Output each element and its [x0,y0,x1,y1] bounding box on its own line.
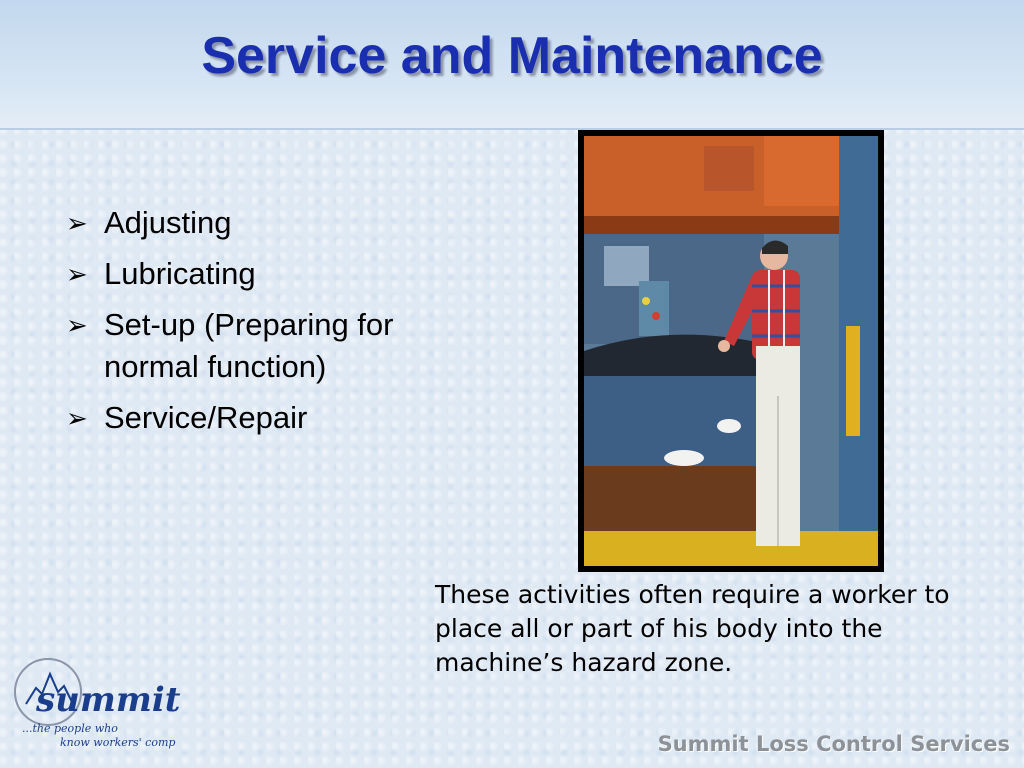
bullet-text: Service/Repair [104,400,308,435]
hazard-caption: These activities often require a worker to place all or part of his body into the machine’s hazard zone. [435,580,950,677]
bullet-text: Lubricating [104,256,256,291]
bullet-item [66,304,446,388]
bullet-text: Adjusting [104,205,232,240]
logo-tagline-1: ...the people who [22,722,118,735]
worker-machine-photo [578,130,884,572]
logo-wordmark: summit [36,680,181,720]
bullet-list [66,202,446,448]
bullet-text: Set-up (Preparing for normal function) [104,307,394,384]
arrow-bullet-icon: ➢ [66,310,88,340]
bullet-item [66,202,446,244]
arrow-bullet-icon: ➢ [66,403,88,433]
arrow-bullet-icon: ➢ [66,208,88,238]
arrow-bullet-icon: ➢ [66,259,88,289]
bullet-item [66,253,446,295]
summit-logo [12,652,192,752]
footer-brand: Summit Loss Control Services [657,732,1010,756]
slide-title: Service and Maintenance [201,27,823,85]
press-machine-illustration [584,136,878,566]
bullet-item [66,397,446,439]
logo-tagline-2: know workers' comp [60,736,176,749]
